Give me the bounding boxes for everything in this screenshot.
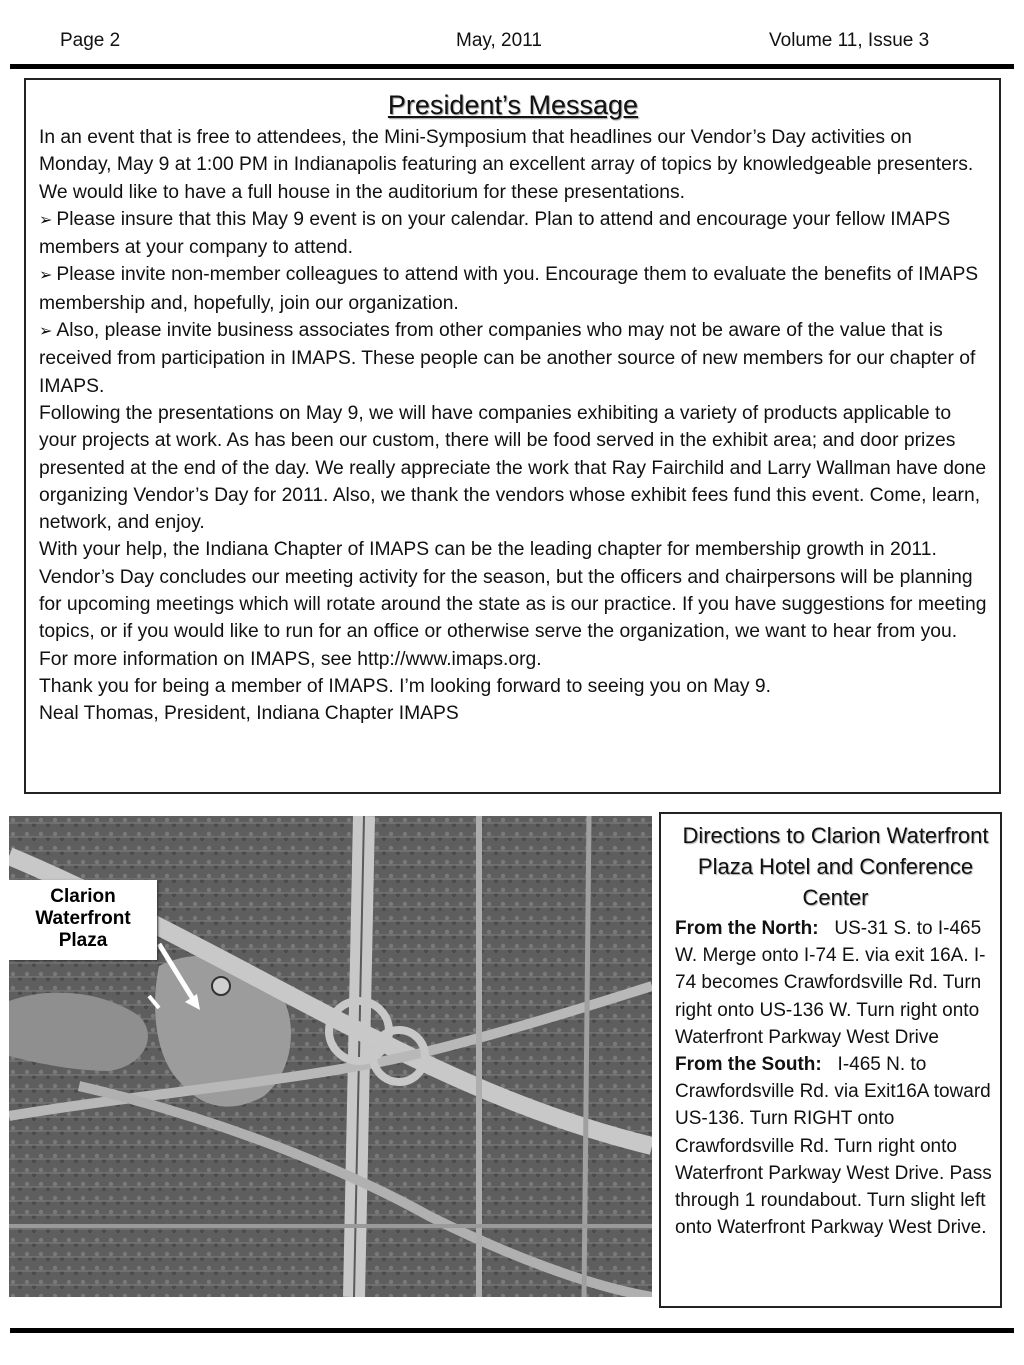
directions-title: Directions to Clarion Waterfront Plaza Hotel and Conference Center xyxy=(682,823,989,910)
bottom-rule xyxy=(10,1328,1014,1333)
issue-date: May, 2011 xyxy=(456,30,542,51)
arrow-bullet-icon: ➢ xyxy=(39,211,53,229)
volume-issue: Volume 11, Issue 3 xyxy=(769,30,930,51)
map-location-label: Clarion Waterfront Plaza xyxy=(9,880,157,960)
exhibit-paragraph: Following the presentations on May 9, we will have companies exhibiting a variety of products applicable to your projects at work. As has been our custom, there will be food served in the exhibit area; and door prizes presented at the end of the day. We really appreciate the work that Ray Fairchild and Larry Wallman have done organizing Vendor’s Day for 2011. Also, we thank the vendors whose exhibit fees fund this event. Come, learn, network, and enjoy. xyxy=(39,402,987,534)
from-north-label: From the North: xyxy=(675,918,819,939)
signature: Neal Thomas, President, Indiana Chapter IMAPS xyxy=(39,703,459,725)
presidents-message-title: President’s Message xyxy=(387,90,639,120)
bullet-text: Please insure that this May 9 event is on your calendar. Plan to attend and encourage your fellow IMAPS members at your company to attend. xyxy=(39,208,951,259)
top-rule xyxy=(10,64,1014,69)
page-header xyxy=(0,30,1024,60)
presidents-message-body xyxy=(39,124,987,728)
arrow-bullet-icon: ➢ xyxy=(39,323,53,341)
from-south-text: I-465 N. to Crawfordsville Rd. via Exit16A toward US-136. Turn RIGHT onto Crawfordsville Rd. Turn right onto Waterfront Parkway West Drive. Pass through 1 roundabout. Turn slight left onto Waterfront Parkway West Drive. xyxy=(675,1054,992,1239)
from-north-text: US-31 S. to I-465 W. Merge onto I-74 E. via exit 16A. I-74 becomes Crawfordsville Rd. Turn right onto US-136 W. Turn right onto Waterfront Parkway West Drive xyxy=(675,918,986,1048)
aerial-map xyxy=(9,816,652,1297)
directions-text xyxy=(675,915,996,1241)
page-number: Page 2 xyxy=(60,30,121,51)
thanks-paragraph: Thank you for being a member of IMAPS. I’m looking forward to seeing you on May 9. xyxy=(39,675,771,697)
bullet-item xyxy=(39,206,987,262)
bullet-item xyxy=(39,261,987,317)
bullet-text: Please invite non-member colleagues to attend with you. Encourage them to evaluate the benefits of IMAPS membership and, hopefully, join our organization. xyxy=(39,264,979,314)
intro-paragraph: In an event that is free to attendees, the Mini-Symposium that headlines our Vendor’s Day activities on Monday, May 9 at 1:00 PM in Indianapolis featuring an excellent array of topics by knowledgeable presenters. We would like to have a full house in the auditorium for these presentations. xyxy=(39,127,974,203)
directions-box xyxy=(659,812,1002,1308)
presidents-message-box xyxy=(24,78,1001,794)
bullet-text: Also, please invite business associates from other companies who may not be aware of the value that is received from participation in IMAPS. These people can be another source of new members for our chapter of IMAPS. xyxy=(39,320,976,397)
arrow-bullet-icon: ➢ xyxy=(39,267,53,285)
from-south-label: From the South: xyxy=(675,1054,822,1076)
bullet-item xyxy=(39,317,987,400)
growth-paragraph: With your help, the Indiana Chapter of IMAPS can be the leading chapter for membership growth in 2011. Vendor’s Day concludes our meeting activity for the season, but the officers and chairpersons will be planning for upcoming meetings which will rotate around the state as is our practice. If you have suggestions for meeting topics, or if you would like to run for an office or otherwise serve the organization, we want to hear from you. For more information on IMAPS, see http://www.imaps.org. xyxy=(39,539,987,670)
